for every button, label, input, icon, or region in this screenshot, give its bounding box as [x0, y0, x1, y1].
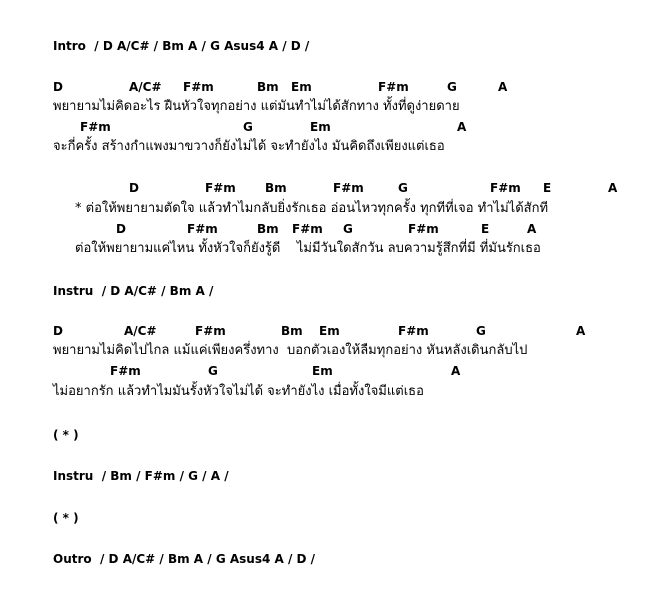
instru-line: Instru / D A/C# / Bm A /: [53, 284, 214, 298]
instru-line: Instru / Bm / F#m / G / A /: [53, 469, 229, 483]
chord-line: [0, 119, 670, 139]
chord: F#m: [408, 222, 439, 236]
lyric-line: จะกี่ครั้ง สร้างกำแพงมาขวางก็ยังไม่ได้ จะทำยังไง มันคิดถึงเพียงแต่เธอ: [53, 139, 445, 154]
chord: A: [527, 222, 537, 236]
lyric-line: ไม่อยากรัก แล้วทำไมมันรั้งหัวใจไม่ได้ จะทำยังไง เมื่อทั้งใจมีแต่เธอ: [53, 384, 424, 399]
chord: F#m: [378, 80, 409, 94]
chord-line: [0, 323, 670, 343]
chord: Bm: [281, 324, 303, 338]
chord: F#m: [187, 222, 218, 236]
chord: A/C#: [129, 80, 162, 94]
chord: A: [608, 181, 618, 195]
chord: Bm: [257, 222, 279, 236]
chord: A/C#: [124, 324, 157, 338]
chord: G: [447, 80, 457, 94]
chord: F#m: [80, 120, 111, 134]
chord: F#m: [398, 324, 429, 338]
chord: E: [543, 181, 552, 195]
chord: Em: [319, 324, 340, 338]
chord: G: [243, 120, 253, 134]
chord: D: [116, 222, 126, 236]
chord: G: [208, 364, 218, 378]
chord: G: [343, 222, 353, 236]
chord: Em: [291, 80, 312, 94]
chord: Em: [312, 364, 333, 378]
lyric-line: * ต่อให้พยายามตัดใจ แล้วทำไมกลับยิ่งรักเธอ อ่อนไหวทุกครั้ง ทุกทีที่เจอ ทำไม่ได้สักที: [75, 201, 549, 216]
chord-line: [0, 363, 670, 383]
chord: D: [129, 181, 139, 195]
chord: F#m: [110, 364, 141, 378]
outro-line: Outro / D A/C# / Bm A / G Asus4 A / D /: [53, 552, 316, 566]
intro-line: Intro / D A/C# / Bm A / G Asus4 A / D /: [53, 39, 310, 53]
chord: Bm: [265, 181, 287, 195]
chord: A: [576, 324, 586, 338]
chord: F#m: [333, 181, 364, 195]
chord-line: [0, 180, 670, 200]
repeat-marker: ( * ): [53, 511, 79, 525]
chord: G: [398, 181, 408, 195]
chord: Bm: [257, 80, 279, 94]
lyric-line: พยายามไม่คิดอะไร ฝืนหัวใจทุกอย่าง แต่มันทำไม่ได้สักทาง ทั้งที่ดูง่ายดาย: [53, 99, 460, 114]
chord-line: [0, 221, 670, 241]
chord: A: [498, 80, 508, 94]
chord: A: [457, 120, 467, 134]
chord: D: [53, 324, 63, 338]
chord: G: [476, 324, 486, 338]
chord-line: [0, 79, 670, 99]
lyric-line: พยายามไม่คิดไปไกล แม้แค่เพียงครึ่งทาง บอกตัวเองให้ลืมทุกอย่าง หันหลังเดินกลับไป: [53, 343, 528, 358]
chord: F#m: [490, 181, 521, 195]
chord: Em: [310, 120, 331, 134]
chord: E: [481, 222, 490, 236]
chord: A: [451, 364, 461, 378]
chord: F#m: [292, 222, 323, 236]
repeat-marker: ( * ): [53, 428, 79, 442]
lyric-line: ต่อให้พยายามแค่ไหน ทั้งหัวใจก็ยังรู้ดี ไม่มีวันใดสักวัน ลบความรู้สึกที่มี ที่มันรักเธอ: [75, 241, 541, 256]
chord: F#m: [183, 80, 214, 94]
chord: F#m: [195, 324, 226, 338]
chord: D: [53, 80, 63, 94]
chord: F#m: [205, 181, 236, 195]
